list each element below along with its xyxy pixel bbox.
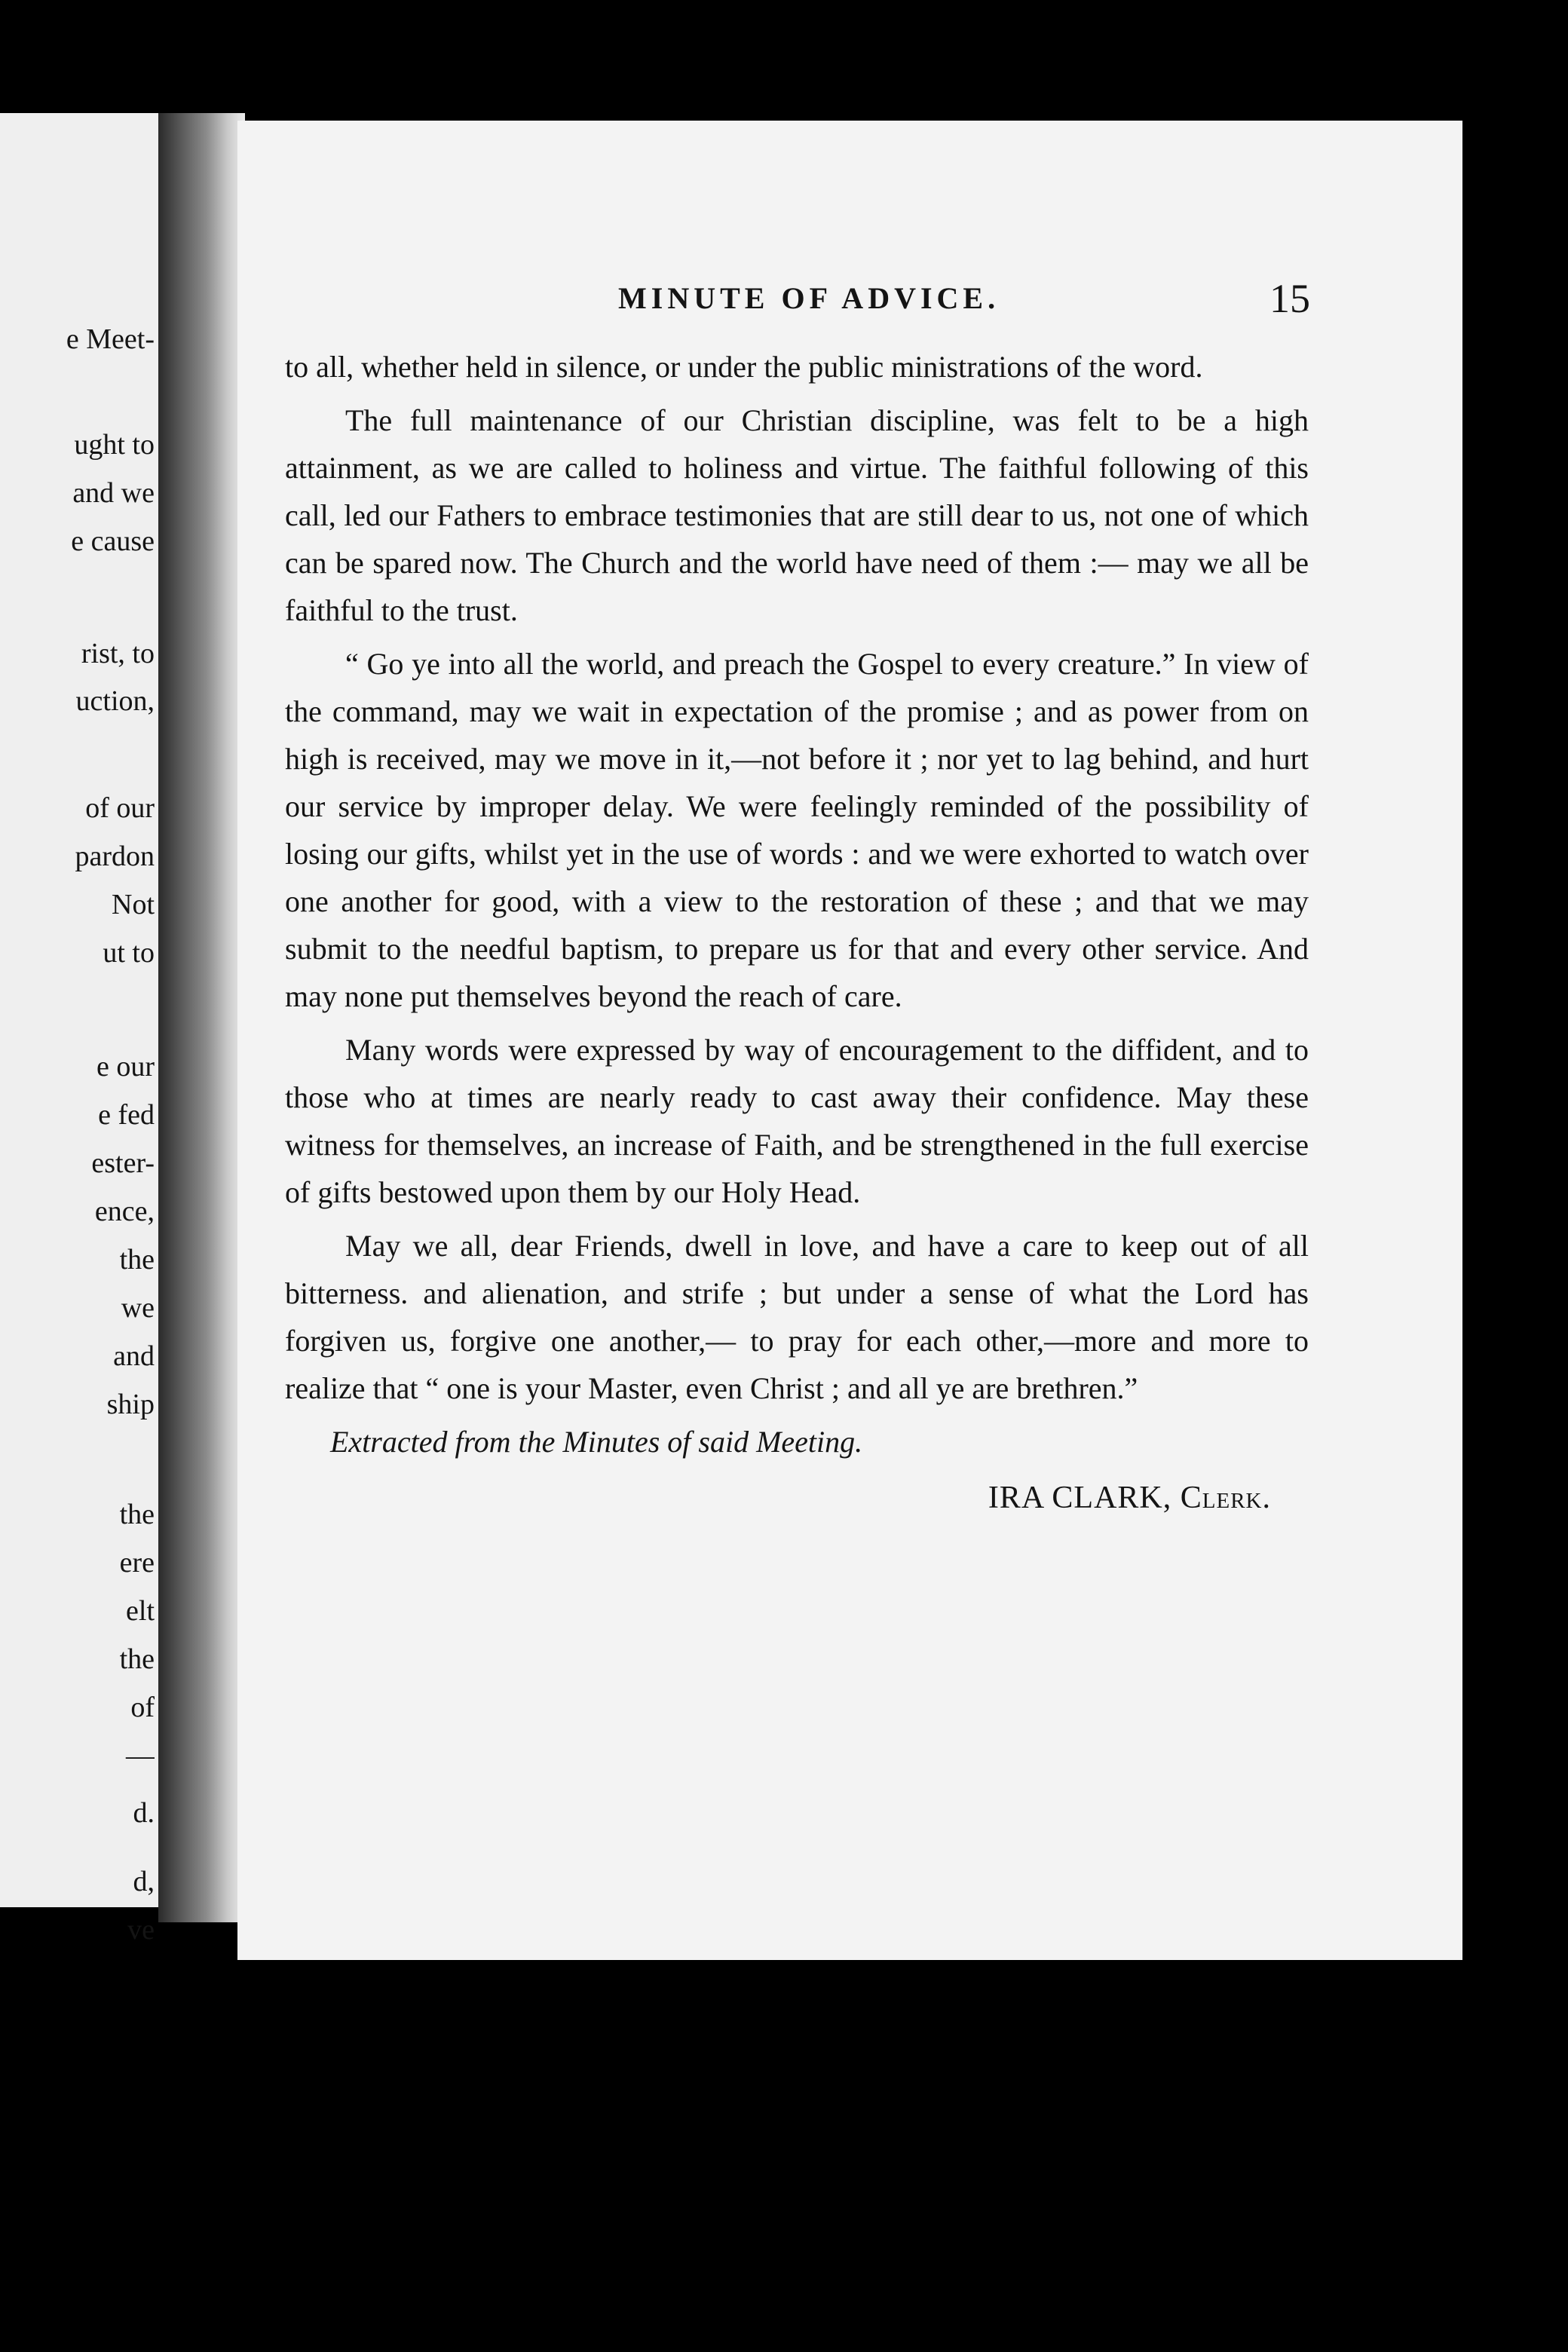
previous-page-line: uction, [75, 685, 155, 717]
previous-page-line: e fed [98, 1099, 155, 1131]
previous-page-line: the [119, 1499, 155, 1530]
previous-page-line: rist, to [81, 638, 155, 669]
previous-page-line: ester- [91, 1147, 155, 1179]
previous-page-line: the [119, 1244, 155, 1276]
previous-page-line: — [126, 1740, 155, 1772]
previous-page-line: we [121, 1292, 155, 1324]
paragraph-discipline: The full maintenance of our Christian discipline, was felt to be a high attainment, as we are called to holiness and virtue. The faithful following of this call, led our Fathers to embrace testimonies that are still dear to us, not one of which can be spared now. The Church and the world have need of them :— may we all be faithful to the trust. [285, 403, 1309, 627]
previous-page-line: pardon [75, 841, 155, 872]
previous-page-line: and [113, 1340, 155, 1372]
previous-page-line: Not [112, 889, 155, 920]
previous-page-line: of [130, 1692, 155, 1723]
previous-page-line: d. [133, 1797, 155, 1829]
previous-page-line: and we [72, 477, 155, 509]
running-header: MINUTE OF ADVICE. [618, 281, 1000, 315]
previous-page-line: e cause [71, 525, 155, 557]
book-gutter [158, 113, 245, 1922]
previous-page-line: ere [119, 1547, 155, 1579]
previous-page-line: the [119, 1643, 155, 1675]
extract-note: Extracted from the Minutes of said Meeting. [330, 1425, 863, 1459]
signature [285, 1472, 1271, 1524]
previous-page-line: ence, [94, 1196, 155, 1227]
paragraph-continuation: to all, whether held in silence, or under the public ministrations of the word. [285, 350, 1203, 384]
previous-page-line: d, [133, 1866, 155, 1897]
previous-page-line: ve [127, 1914, 155, 1946]
paragraph-encouragement: Many words were expressed by way of encouragement to the diffident, and to those who at times are nearly ready to cast away their confidence. May these witness for themselves, an increase of Faith, and be strengthened in the full exercise of gifts bestowed upon them by our Holy Head. [285, 1033, 1309, 1209]
paragraph-love: May we all, dear Friends, dwell in love, and have a care to keep out of all bitterness. and alienation, and strife ; but under a sense of what the Lord has forgiven us, forgive one another,— to pray for each other,—more and more to realize that “ one is your Master, even Christ ; and all ye are brethren.” [285, 1229, 1309, 1405]
previous-page-line: of our [85, 792, 155, 824]
previous-page-line: elt [126, 1595, 155, 1627]
previous-page-line: ught to [74, 429, 155, 461]
page-number: 15 [1269, 276, 1310, 321]
previous-page-line: ut to [103, 937, 155, 969]
previous-page-line: e our [96, 1051, 155, 1083]
previous-page-line: ship [106, 1389, 155, 1420]
previous-page-line: e Meet- [66, 323, 155, 355]
paragraph-gospel: “ Go ye into all the world, and preach the Gospel to every creature.” In view of the command, may we wait in expectation of the promise ; and as power from on high is received, may we move in it,—not before it ; nor yet to lag behind, and hurt our service by improper delay. We were feelingly reminded of the possibility of losing our gifts, whilst yet in the use of words : and we were exhorted to watch over one another for good, with a view to the restoration of these ; and that we may submit to the needful baptism, to prepare us for that and every other service. And may none put themselves beyond the reach of care. [285, 647, 1309, 1013]
previous-page-fragment [0, 113, 158, 1907]
clerk-name: IRA CLARK, [988, 1481, 1172, 1515]
page-body [285, 343, 1309, 1524]
clerk-role: Clerk. [1180, 1481, 1271, 1515]
